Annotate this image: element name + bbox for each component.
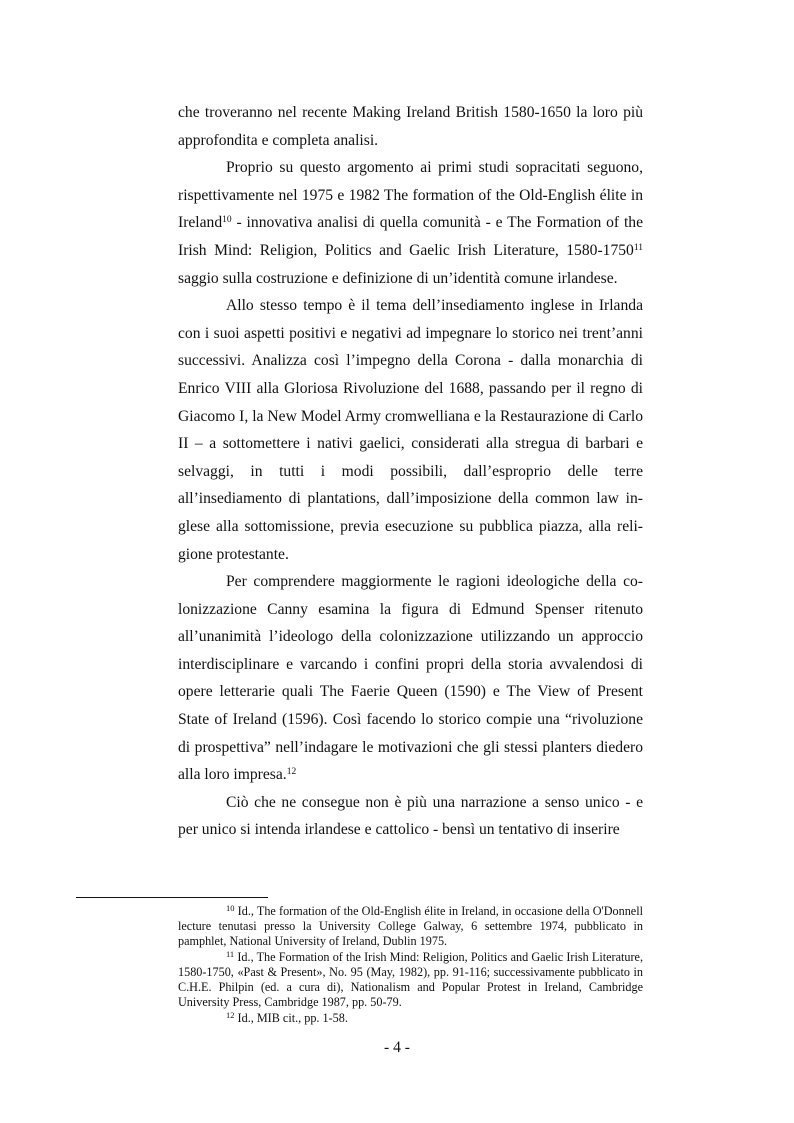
footnote-text: Id., The Formation of the Irish Mind: Religion, Politics and Gaelic Irish Literature, 1580-1750, «Past & Present», No. 95 (May, 1982), pp. 91-116; successivamente pubblicato in C.H.E. Philpin (ed. a cura di), Nationalism and Popular Protest in Ireland, Cambridge University Press, Cambridge 1987, pp. 50-79. — [178, 950, 643, 1009]
paragraph — [178, 568, 643, 789]
footnote-number: 12 — [226, 1010, 235, 1020]
footnote-ref: 12 — [286, 767, 297, 778]
footnote-ref: 11 — [633, 242, 643, 253]
page-number: - 4 - — [384, 1039, 410, 1056]
paragraph-text: Ciò che ne consegue non è più una narrazione a senso unico - e per unico si intenda irlandese e cattolico - bensì un tentativo di inserire — [178, 793, 643, 839]
paragraph-text: Allo stesso tempo è il tema dell’insediamento inglese in Irlanda con i suoi aspetti positivi e negativi ad impegnare lo storico nei trent’anni successivi. Analizza così l’impegno della Corona - dalla monarchia di Enrico VIII alla Gloriosa Rivoluzione del 1688, passando per il regno di Giacomo I, la New Model Army cromwelliana e la Restaurazione di Carlo II – a sottomettere i nativi gaelici, considerati alla stregua di barbari e selvaggi, in tutti i modi possibili, dall’esproprio delle terre all’insediamento di plantations, dall’imposizione della common law inglese alla sottomissione, previa esecuzione su pubblica piazza, alla religione protestante. — [178, 297, 643, 563]
footnote-ref: 10 — [222, 215, 232, 226]
footnote-text: Id., MIB cit., pp. 1-58. — [234, 1011, 348, 1025]
footnote-text: Id., The formation of the Old-English élite in Ireland, in occasione della O'Donnell lecture tenutasi presso la University College Galway, 6 settembre 1974, pubblicato in pamphlet, National University of Ireland, Dublin 1975. — [178, 904, 643, 948]
paragraph-text: che troveranno nel recente Making Ireland British 1580-1650 la loro più approfondita e completa analisi. — [178, 104, 643, 149]
footnote-number: 10 — [226, 903, 235, 913]
footnote — [178, 950, 643, 1010]
footnote-number: 11 — [226, 949, 235, 959]
footnote — [178, 1011, 643, 1026]
paragraph-text: Per comprendere maggiormente le ragioni ideologiche della colonizzazione Canny esamina la figura di Edmund Spenser ritenuto all’unanimità l’ideologo della colonizzazione utilizzando un approccio interdisciplinare e varcando i confini propri della storia avvalendosi di opere letterarie quali The Faerie Queen (1590) e The View of Present State of Ireland (1596). Così facendo lo storico compie una “rivoluzione di prospettiva” nell’indagare le motivazioni che gli stessi planters diedero alla loro impresa. — [178, 573, 643, 784]
paragraph — [178, 99, 643, 154]
paragraph — [178, 154, 643, 292]
footnote-separator — [76, 897, 268, 898]
footnotes — [178, 904, 643, 1027]
paragraph-text: - innovativa analisi di quella comunità - e The Formation of the Irish Mind: Religion, Politics and Gaelic Irish Literature, 1580-1750 — [178, 214, 643, 259]
paragraph — [178, 789, 643, 844]
paragraph-text: Proprio su questo argomento ai primi studi sopracitati seguono, rispettivamente nel 1975 e 1982 The formation of the Old-English élite in Ireland — [178, 159, 643, 232]
footnote — [178, 904, 643, 949]
paragraph-text: saggio sulla costruzione e definizione di un’identità comune irlandese. — [178, 269, 618, 287]
paragraph — [178, 292, 643, 568]
body-text — [178, 99, 643, 844]
